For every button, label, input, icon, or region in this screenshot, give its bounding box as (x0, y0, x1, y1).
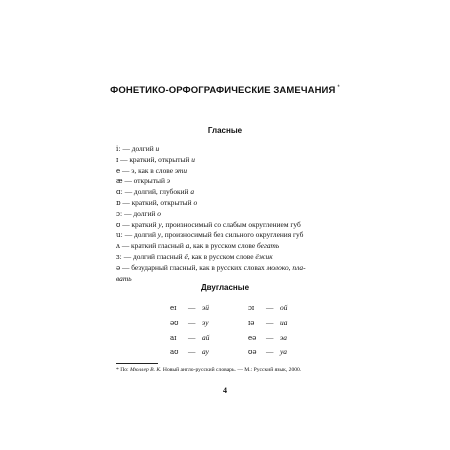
table-row (170, 331, 330, 346)
page-number: 4 (223, 386, 227, 395)
list-item: ɑː — долгий, глубокий а (116, 187, 195, 197)
diphthongs-table (170, 301, 330, 360)
vowel-list (116, 144, 356, 284)
list-item: æ — открытый э (116, 176, 171, 186)
vowels-heading: Гласные (207, 126, 243, 135)
diphthong-cell: ɪə — иа (248, 317, 288, 327)
diphthong-cell: aɪ — ай (170, 332, 210, 342)
list-item: ɜː — долгий гласный ё, как в русском слове ёжик (116, 251, 273, 261)
footnote-author: Мюллер В. К. (130, 367, 162, 373)
table-row (170, 345, 330, 360)
diphthong-cell: ɔɪ — ой (248, 303, 288, 312)
diphthong-cell: eə — эа (248, 332, 287, 342)
table-row (170, 301, 330, 316)
footnote-prefix: По: (120, 367, 130, 373)
footnote (116, 367, 366, 374)
list-item: e — э, как в слове эти (116, 165, 188, 175)
diphthong-cell: eɪ — эй (170, 303, 209, 312)
list-item: ʌ — краткий гласный а, как в русском слове бегать (116, 241, 280, 251)
list-item: ə — безударный гласный, как в русских словах молоко, пла- вать (116, 262, 306, 283)
list-item: ɪ — краткий, открытый и (116, 154, 195, 164)
table-row (170, 316, 330, 331)
diphthong-cell: aʊ — ау (170, 347, 209, 357)
list-item: iː — долгий и (116, 144, 160, 153)
list-item: ʊ — краткий у, произносимый со слабым округлением губ (116, 219, 301, 229)
list-item: ɒ — краткий, открытый о (116, 197, 198, 207)
footnote-mark: * (116, 367, 119, 373)
diphthong-cell: ʊə — уа (248, 347, 287, 357)
list-item: ɔː — долгий о (116, 208, 161, 218)
page-title (0, 85, 450, 96)
page-title-text: ФОНЕТИКО-ОРФОГРАФИЧЕСКИЕ ЗАМЕЧАНИЯ (110, 85, 336, 96)
diphthongs-heading: Двугласные (200, 283, 250, 292)
footnote-divider (116, 363, 158, 364)
list-item: uː — долгий у, произносимый без сильного округления губ (116, 230, 304, 240)
title-footnote-mark[interactable]: * (337, 85, 340, 91)
footnote-text: Новый англо-русский словарь. — М.: Русский язык, 2000. (161, 367, 302, 373)
diphthong-cell: əʊ — эу (170, 317, 209, 327)
